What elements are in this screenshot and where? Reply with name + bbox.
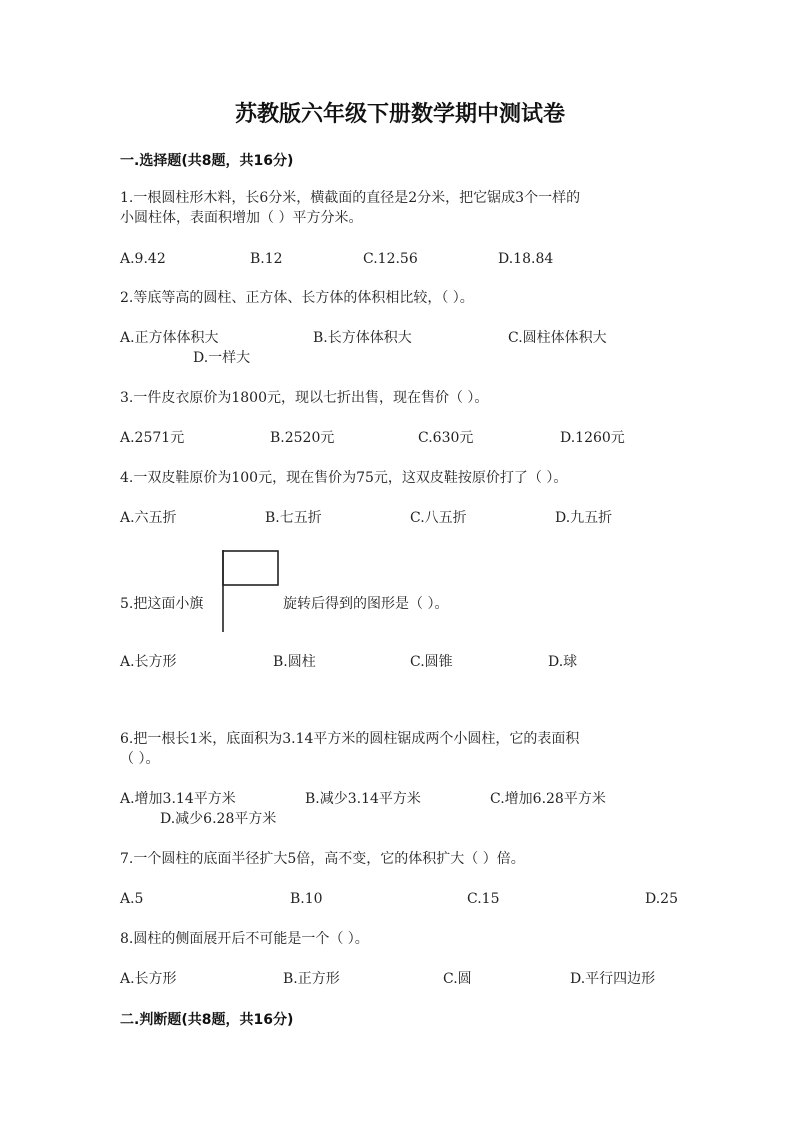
question-5-option-d: D.球 [548, 654, 578, 670]
question-7-option-c: C.15 [467, 891, 500, 907]
question-5-text-before: 5.把这面小旗 [120, 596, 204, 612]
question-3-option-c: C.630元 [418, 430, 474, 446]
question-7-option-d: D.25 [645, 891, 678, 907]
question-6-text-cont: （ ）。 [120, 751, 160, 767]
question-1-option-c: C.12.56 [363, 251, 418, 267]
question-6-option-b: B.减少3.14平方米 [305, 791, 421, 807]
question-6-option-c: C.增加6.28平方米 [490, 791, 606, 807]
question-1-option-b: B.12 [250, 251, 283, 267]
question-2-option-a: A.正方体体积大 [120, 330, 219, 346]
question-5-option-a: A.长方形 [120, 654, 177, 670]
question-6-option-d: D.减少6.28平方米 [160, 811, 277, 827]
question-2-option-b: B.长方体体积大 [313, 330, 412, 346]
question-5-option-c: C.圆锥 [410, 654, 453, 670]
question-7-option-a: A.5 [120, 891, 144, 907]
question-4-option-a: A.六五折 [120, 510, 177, 526]
question-8-option-a: A.长方形 [120, 971, 177, 987]
flag-figure [220, 550, 280, 632]
question-4-option-d: D.九五折 [555, 510, 613, 526]
question-3-option-d: D.1260元 [560, 430, 625, 446]
question-8-option-c: C.圆 [443, 971, 472, 987]
page-title: 苏教版六年级下册数学期中测试卷 [234, 102, 565, 127]
question-3-text: 3.一件皮衣原价为1800元，现以七折出售，现在售价（ ）。 [120, 390, 489, 406]
question-8-text: 8.圆柱的侧面展开后不可能是一个（ ）。 [120, 931, 369, 947]
question-1-text-cont: 小圆柱体，表面积增加（ ）平方分米。 [120, 210, 363, 226]
question-6-option-a: A.增加3.14平方米 [120, 791, 236, 807]
question-7-option-b: B.10 [290, 891, 323, 907]
question-2-option-d: D.一样大 [193, 350, 251, 366]
flag-cloth [223, 551, 278, 585]
question-1-option-d: D.18.84 [498, 251, 554, 267]
question-5-text-after: 旋转后得到的图形是（ ）。 [283, 596, 449, 612]
question-3-option-a: A.2571元 [120, 430, 185, 446]
question-2-option-c: C.圆柱体体积大 [508, 330, 607, 346]
question-6-text: 6.把一根长1米，底面积为3.14平方米的圆柱锯成两个小圆柱，它的表面积 [120, 731, 580, 747]
question-5-option-b: B.圆柱 [273, 654, 316, 670]
section-heading-choice: 一.选择题(共8题，共16分) [120, 153, 294, 169]
question-1-text: 1.一根圆柱形木料，长6分米，横截面的直径是2分米，把它锯成3个一样的 [120, 190, 581, 206]
question-2-text: 2.等底等高的圆柱、正方体、长方体的体积相比较，（ ）。 [120, 290, 474, 306]
section-heading-judgment: 二.判断题(共8题，共16分) [120, 1012, 294, 1028]
question-8-option-b: B.正方形 [283, 971, 340, 987]
question-4-option-b: B.七五折 [265, 510, 322, 526]
question-7-text: 7.一个圆柱的底面半径扩大5倍，高不变，它的体积扩大（ ）倍。 [120, 851, 525, 867]
question-8-option-d: D.平行四边形 [570, 971, 656, 987]
question-4-text: 4.一双皮鞋原价为100元，现在售价为75元，这双皮鞋按原价打了（ ）。 [120, 470, 568, 486]
question-4-option-c: C.八五折 [410, 510, 467, 526]
question-3-option-b: B.2520元 [270, 430, 335, 446]
question-1-option-a: A.9.42 [120, 251, 166, 267]
